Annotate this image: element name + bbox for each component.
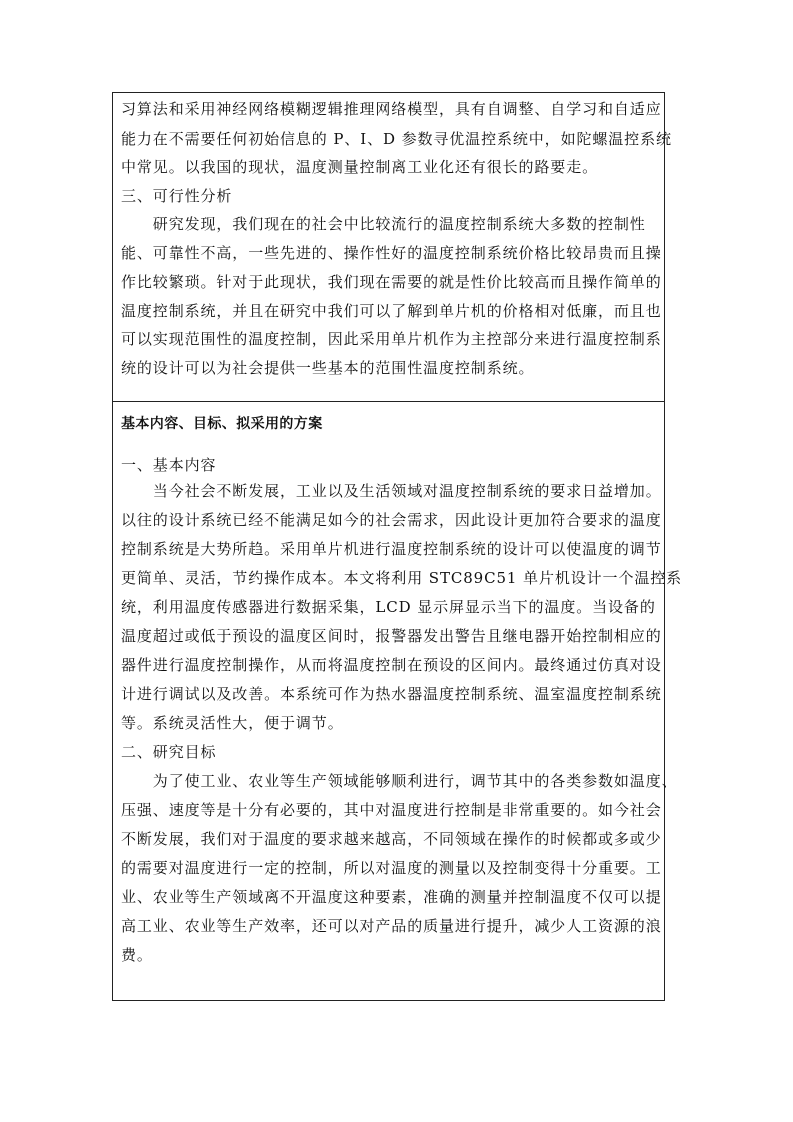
text-line: 温度超过或低于预设的温度区间时，报警器发出警告且继电器开始控制相应的 (121, 627, 662, 645)
text-line: 研究发现，我们现在的社会中比较流行的温度控制系统大多数的控制性 (121, 215, 646, 233)
goal-heading: 二、研究目标 (121, 743, 217, 761)
text-line: 当今社会不断发展，工业以及生活领域对温度控制系统的要求日益增加。 (121, 482, 662, 500)
text-line: 为了使工业、农业等生产领域能够顺利进行，调节其中的各类参数如温度、 (121, 772, 678, 790)
form-table (112, 92, 683, 1001)
text-line: 高工业、农业等生产效率，还可以对产品的质量进行提升，减少人工资源的浪 (121, 917, 662, 935)
text-line: 不断发展，我们对于温度的要求越来越高，不同领域在操作的时候都或多或少 (121, 830, 662, 848)
text-line: 等。系统灵活性大，便于调节。 (121, 714, 344, 732)
text-line: 统的设计可以为社会提供一些基本的范围性温度控制系统。 (121, 359, 535, 377)
text-line: 计进行调试以及改善。本系统可作为热水器温度控制系统、温室温度控制系统 (121, 685, 662, 703)
text-line: 费。 (121, 946, 153, 964)
text-line: 作比较繁琐。针对于此现状，我们现在需要的就是性价比较高而且操作简单的 (121, 273, 662, 291)
text-line: 更简单、灵活，节约操作成本。本文将利用 STC89C51 单片机设计一个温控系 (121, 569, 683, 587)
text-line: 温度控制系统，并且在研究中我们可以了解到单片机的价格相对低廉，而且也 (121, 302, 662, 320)
text-line: 的需要对温度进行一定的控制，所以对温度的测量以及控制变得十分重要。工 (121, 859, 662, 877)
text-line: 器件进行温度控制操作，从而将温度控制在预设的区间内。最终通过仿真对设 (121, 656, 662, 674)
text-line: 压强、速度等是十分有必要的，其中对温度进行控制是非常重要的。如今社会 (121, 801, 662, 819)
text-line: 习算法和采用神经网络模糊逻辑推理网络模型，具有自调整、自学习和自适应 (121, 100, 662, 118)
content-heading: 一、基本内容 (121, 456, 217, 474)
cell-divider (113, 401, 664, 402)
text-line: 业、农业等生产领域离不开温度这种要素，准确的测量并控制温度不仅可以提 (121, 888, 662, 906)
feasibility-heading: 三、可行性分析 (121, 187, 233, 205)
text-line: 能、可靠性不高，一些先进的、操作性好的温度控制系统价格比较昂贵而且操 (121, 244, 662, 262)
text-line: 以往的设计系统已经不能满足如今的社会需求，因此设计更加符合要求的温度 (121, 511, 662, 529)
text-line: 中常见。以我国的现状，温度测量控制离工业化还有很长的路要走。 (121, 158, 599, 176)
section-title: 基本内容、目标、拟采用的方案 (121, 416, 323, 432)
text-line: 控制系统是大势所趋。采用单片机进行温度控制系统的设计可以使温度的调节 (121, 540, 662, 558)
text-line: 能力在不需要任何初始信息的 P、I、D 参数寻优温控系统中，如陀螺温控系统 (121, 130, 672, 148)
text-line: 统，利用温度传感器进行数据采集，LCD 显示屏显示当下的温度。当设备的 (121, 598, 656, 616)
text-line: 可以实现范围性的温度控制，因此采用单片机作为主控部分来进行温度控制系 (121, 330, 662, 348)
